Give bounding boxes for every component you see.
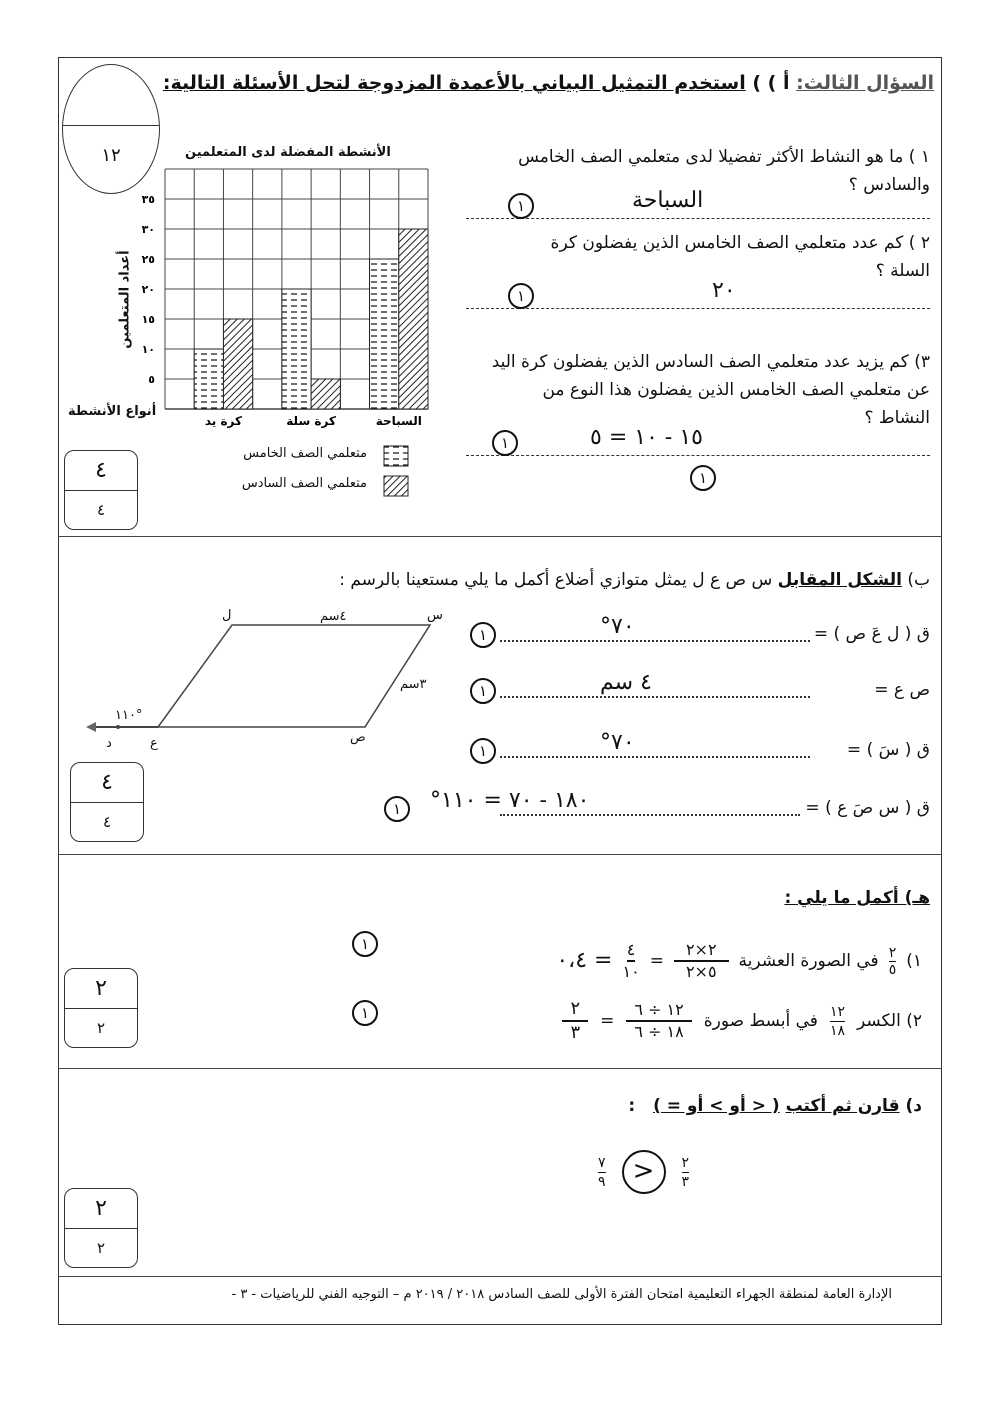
score-a-total: ٤ (96, 501, 106, 519)
question-instruction: استخدم التمثيل البياني بالأعمدة المزدوجة لتحل الأسئلة التالية: (162, 72, 746, 94)
vertex-Sad: ص (350, 730, 366, 745)
vertex-Ain: ع (150, 736, 158, 751)
divider (58, 854, 942, 855)
score-box-a (64, 450, 138, 530)
partB-prefix: ب) (907, 570, 930, 590)
partB-row-mark: ١ (384, 796, 410, 822)
partD-colon: : (628, 1096, 636, 1116)
partB-label: الشكل المقابل (777, 570, 902, 590)
score-b-total: ٤ (102, 813, 112, 831)
partB-row-mark: ١ (470, 622, 496, 648)
r1-work-bottom: ٥×٢ (685, 962, 717, 981)
partD-heading (628, 1092, 922, 1120)
partB-heading (339, 566, 930, 594)
chart-xlabel: أنواع الأنشطة (68, 404, 157, 419)
score-c-total: ٢ (96, 1019, 106, 1037)
q2-mark: ١ (508, 283, 534, 309)
bar-fifth-2 (370, 259, 399, 409)
q3-text: ٣) كم يزيد عدد متعلمي الصف السادس الذين يفضلون كرة اليد عن متعلمي الصف الخامس الذين يفضلون هذا النوع من النشاط ؟ (491, 352, 930, 428)
r2-work-top: ١٢ ÷ ٦ (626, 1000, 691, 1022)
score-d-total: ٢ (96, 1239, 106, 1257)
r2-answer-bottom: ٣ (570, 1022, 581, 1043)
left-num: ٧ (598, 1154, 606, 1171)
partB-row-answer: ٤ سم (600, 670, 652, 695)
q1-answer-line[interactable] (466, 218, 930, 219)
exterior-angle: ١١٠° (115, 708, 143, 723)
partB-text: س ص ع ل يمثل متوازي أضلاع أكمل ما يلي مستعينا بالرسم : (339, 570, 773, 590)
partC-title: هـ) أكمل ما يلي : (784, 888, 930, 908)
y-tick-label: ٣٠ (141, 223, 155, 236)
y-tick-label: ١٠ (141, 343, 155, 356)
score-box-d (64, 1188, 138, 1268)
q3-answer: ١٥ - ١٠ = ٥ (590, 425, 703, 450)
partD-prefix: د) (905, 1096, 922, 1116)
r2-num: ٢) الكسر (856, 1011, 922, 1031)
q2-text: ٢ ) كم عدد متعلمي الصف الخامس الذين يفضلون كرة السلة ؟ (550, 233, 930, 281)
partB-row-answer: ١٨٠ - ٧٠ = ١١٠° (430, 788, 590, 813)
partB-answer-line[interactable] (500, 696, 810, 698)
comparison (598, 1150, 689, 1194)
question-label: السؤال الثالث: (796, 72, 934, 94)
bar-sixth-0 (223, 319, 252, 409)
x-tick-label: السباحة (375, 414, 422, 428)
score-box-c (64, 968, 138, 1048)
partB-row-label: ق ( ل عَ ص ) = (813, 624, 930, 644)
r2-text: في أبسط صورة (703, 1011, 818, 1031)
r2-den: ١٨ (829, 1022, 845, 1039)
divider (58, 536, 942, 537)
q1-answer: السباحة (632, 188, 704, 213)
divider (58, 1068, 942, 1069)
score-d-earned: ٢ (65, 1189, 137, 1229)
partB-row-answer: ٧٠° (600, 614, 635, 639)
parallelogram (158, 625, 430, 727)
total-mark: ١٢ (101, 145, 121, 166)
y-tick-label: ٥ (148, 373, 155, 386)
r2-work-bottom: ١٨ ÷ ٦ (634, 1022, 684, 1041)
partB-row-label: ق ( س صَ ع ) = (805, 798, 930, 818)
left-den: ٩ (598, 1173, 606, 1190)
divider (58, 1276, 942, 1277)
q2-answer-line[interactable] (466, 308, 930, 309)
r2-answer-top: ٢ (562, 998, 588, 1022)
r1-work-top: ٢×٢ (674, 940, 729, 962)
q1-mark: ١ (508, 193, 534, 219)
partB-row-mark: ١ (470, 738, 496, 764)
partB-answer-line[interactable] (500, 756, 810, 758)
r1-text: في الصورة العشرية (738, 951, 879, 971)
vertex-S: س (427, 608, 443, 623)
footer: الإدارة العامة لمنطقة الجهراء التعليمية امتحان الفترة الأولى للصف السادس ٢٠١٨ / ٢٠١٩ م – التوجيه الفني للرياضيات - ٣ - (231, 1287, 892, 1302)
q2-answer: ٢٠ (712, 278, 736, 303)
r2-num-top: ١٢ (829, 1003, 845, 1020)
right-num: ٢ (681, 1154, 690, 1171)
q3-answer-line[interactable] (466, 455, 930, 456)
r2-mark: ١ (352, 1000, 378, 1026)
q3-mark-2: ١ (690, 465, 716, 491)
q3-mark: ١ (492, 430, 518, 456)
partC-row1: ١) ٢ ٥ في الصورة العشرية ٢×٢ ٥×٢ = ٤ ١٠ = ٠،٤ (556, 940, 922, 981)
score-c-earned: ٢ (65, 969, 137, 1009)
partC-row2: ٢) الكسر ١٢ ١٨ في أبسط صورة ١٢ ÷ ٦ ١٨ ÷ ٦ = ٢ ٣ (562, 998, 922, 1044)
r1-num-top: ٢ (888, 944, 897, 961)
right-den: ٣ (681, 1173, 690, 1190)
arrow-head-icon (86, 722, 96, 732)
y-tick-label: ٣٥ (141, 193, 155, 206)
q1-text: ١ ) ما هو النشاط الأكثر تفضيلا لدى متعلمي الصف الخامس والسادس ؟ (518, 147, 930, 195)
score-box-b (70, 762, 144, 842)
y-tick-label: ٢٠ (141, 283, 155, 296)
bar-sixth-1 (311, 379, 340, 409)
partB-answer-line[interactable] (500, 640, 810, 642)
question-part: أ ) ) (752, 72, 790, 94)
partB-row-label: ق ( سَ ) = (846, 740, 930, 760)
x-tick-label: كرة سلة (286, 414, 336, 428)
score-a-earned: ٤ (65, 451, 137, 491)
legend-sixth-label: متعلمي الصف السادس (241, 476, 367, 491)
bar-fifth-0 (194, 349, 223, 409)
partB-answer-line[interactable] (500, 814, 800, 816)
partB-row-mark: ١ (470, 678, 496, 704)
comparison-answer[interactable]: > (622, 1150, 666, 1194)
oval-divider (63, 125, 159, 126)
chart-title: الأنشطة المفضلة لدى المتعلمين (185, 145, 391, 160)
point-D: د (106, 736, 112, 751)
side-length-right: ٣سم (400, 677, 427, 692)
question-header (163, 72, 934, 94)
partD-title: قارن ثم أكتب (785, 1096, 900, 1116)
r1-mark: ١ (352, 931, 378, 957)
partD-options: ( < أو > أو = ) (653, 1096, 780, 1116)
vertex-L: ل (222, 608, 232, 623)
chart-ylabel: أعداد المتعلمين (117, 250, 133, 349)
legend-fifth-label: متعلمي الصف الخامس (243, 446, 367, 461)
r1-eq-top: ٤ (627, 940, 636, 962)
legend-swatch-sixth (384, 476, 408, 496)
y-tick-label: ١٥ (141, 313, 155, 326)
legend-swatch-fifth (384, 446, 408, 466)
r1-num: ١) (906, 951, 922, 971)
x-tick-label: كرة يد (204, 414, 243, 428)
side-length-top: ٤سم (320, 609, 347, 624)
y-tick-label: ٢٥ (141, 253, 155, 266)
partB-row-answer: ٧٠° (600, 730, 635, 755)
r1-den: ٥ (888, 961, 897, 978)
r1-answer: = ٠،٤ (556, 948, 613, 973)
bar-fifth-1 (282, 289, 311, 409)
score-b-earned: ٤ (71, 763, 143, 803)
legend-swatches (382, 444, 412, 500)
r1-eq-bottom: ١٠ (622, 962, 640, 981)
bar-sixth-2 (399, 229, 428, 409)
partB-row-label: ص ع = (874, 680, 930, 700)
